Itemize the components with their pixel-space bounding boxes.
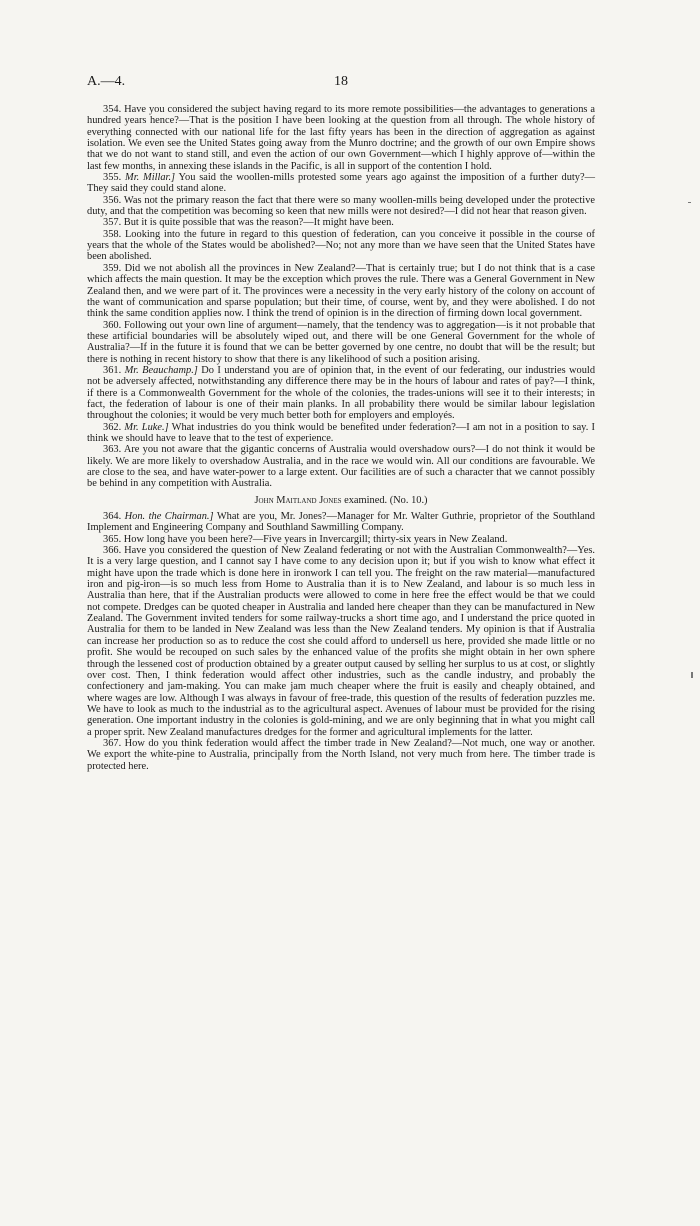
speaker-label: Hon. the Chairman.] (124, 511, 214, 523)
page-header (87, 74, 595, 94)
question-360: 360. Following out your own line of argument—namely, that the tendency was to aggregation—is it not probable that these artificial boundaries will be absolutely wiped out, and there will be one General Government for the whole of Australia?—If in the future it is found that we can be better governed by one centre, no doubt that will be the result; but there is nothing in recent history to show that there is any likelihood of such a position arising. (87, 319, 595, 365)
scan-mark (688, 202, 691, 203)
witness-heading: John Maitland Jones examined. (No. 10.) (254, 494, 428, 506)
speaker-label: Mr. Luke.] (124, 421, 169, 433)
question-357: 357. But it is quite possible that was the reason?—It might have been. (103, 217, 394, 229)
speaker-label: Mr. Millar.] (125, 172, 176, 184)
question-366: 366. Have you considered the question of New Zealand federating or not with the Australian Commonwealth?—Yes. It is a very large question, and I cannot say I have come to any decision upon it; but if you wish to know what effect it might have upon the trade which is done here in ironwork I can tell you. The freight on the raw material—manufactured iron and pig-iron—is so much less from Home to Australia than it is to New Zealand, and labour is so much less in Australia than here, that if the Australian products were allowed to come in here free the effect would be that we could not compete. Dredges can be quoted cheaper in Australia and landed here cheaper than they can be manufactured in New Zealand. The Government invited tenders for some railway-trucks a short time ago, and I understand the price quoted in Australia for them to be landed in New Zealand was less than the New Zealand tenders. My opinion is that if Australia can increase her production so as to reduce the cost she could afford to undersell us here, provided she made little or no profit. She would be recouped on such sales by the enhanced value of the profits she might obtain in her own sphere through the lessened cost of production obtained by a greater output caused by selling her surplus to us at cost, or slightly over cost. Then, I think federation would affect other industries, such as the candle industry, and probably the confectionery and jam-making. You can make jam much cheaper where the fruit is easily and cheaply obtained, and where wages are low. Although I was always in favour of free-trade, this question of the results of federation puzzles me. We have to look as much to the industrial as to the agricultural aspect. Avenues of labour must be provided for the rising generation. One important industry in the colonies is gold-mining, and we are only beginning that in what you might call a proper sprit. New Zealand manufactures dredges for the former and agricultural implements for the latter. (87, 545, 595, 738)
question-367: 367. How do you think federation would affect the timber trade in New Zealand?—Not much, one way or another. We export the white-pine to Australia, principally from the North Island, not very much from here. The timber trade is protected here. (87, 737, 595, 772)
question-362: 362. Mr. Luke.] What industries do you think would be benefited under federation?—I am not in a position to say. I think we should have to leave that to the test of experience. (87, 421, 595, 444)
question-358: 358. Looking into the future in regard to this question of federation, can you conceive it possible in the course of years that the whole of the States would be abolished?—No; not any more than we have seen that the United States have been abolished. (87, 228, 595, 263)
question-361: 361. Mr. Beauchamp.] Do I understand you are of opinion that, in the event of our federating, our industries would not be adversely affected, notwithstanding any difference there may be in the hours of labour and rates of pay?—I think, if there is a Commonwealth Government for the whole of the colonies, the trades-unions will see it to their interests; in fact, the federation of labour is one of their main planks. In all probability there would be similar labour legislation throughout the colonies; it would be very much better both for employers and employés. (87, 364, 596, 422)
document-code: A.—4. (87, 74, 126, 89)
question-365: 365. How long have you been here?—Five years in Invercargill; thirty-six years in New Zealand. (103, 533, 508, 545)
question-359: 359. Did we not abolish all the provinces in New Zealand?—That is certainly true; but I do not think that is a case which affects the main question. It may be the exception which proves the rule. There was a General Government in New Zealand then, and we were part of it. The provinces were a necessity in the very early history of the colony on account of the want of communication and sparse population; but their time, of course, went by, and they were abolished. I do not think the same condition applies now. I think the trend of opinion is in the direction of firming down local government. (87, 262, 595, 320)
witness-name: John Maitland Jones (254, 494, 342, 506)
page-body (87, 104, 595, 772)
document-page (0, 74, 700, 1226)
scan-mark (691, 672, 693, 678)
speaker-label: Mr. Beauchamp.] (124, 364, 198, 376)
question-363: 363. Are you not aware that the gigantic concerns of Australia would overshadow ours?—I do not think it would be likely. We are more likely to overshadow Australia, and in the race we would win. All our conditions are favourable. We are close to the sea, and have water-power to a large extent. Our facilities are of such a character that we cannot possibly be behind in any competition with Australia. (87, 444, 595, 490)
question-354: 354. Have you considered the subject having regard to its more remote possibilities—the advantages to generations a hundred years hence?—That is the position I have been looking at the question from all through. The whole history of everything connected with our national life for the last fifty years has been in the direction of aggregation as against isolation. We even see the United States going away from the Munro doctrine; and the growth of our own Empire shows that we do not want to stand still, and even the action of our own Government—which I highly approve of—within the last few months, in annexing these islands in the Pacific, is all in support of the contention I hold. (87, 104, 595, 172)
question-356: 356. Was not the primary reason the fact that there were so many woollen-mills being developed under the protective duty, and that the competition was becoming so keen that new mills were not desired?—I did not hear that reason given. (87, 194, 595, 218)
question-364: 364. Hon. the Chairman.] What are you, Mr. Jones?—Manager for Mr. Walter Guthrie, proprietor of the Southland Implement and Engineering Company and Southland Sawmilling Company. (87, 511, 595, 534)
page-number: 18 (334, 74, 348, 89)
question-355: 355. Mr. Millar.] You said the woollen-mills protested some years ago against the imposition of a further duty?—They said they could stand alone. (87, 172, 596, 195)
